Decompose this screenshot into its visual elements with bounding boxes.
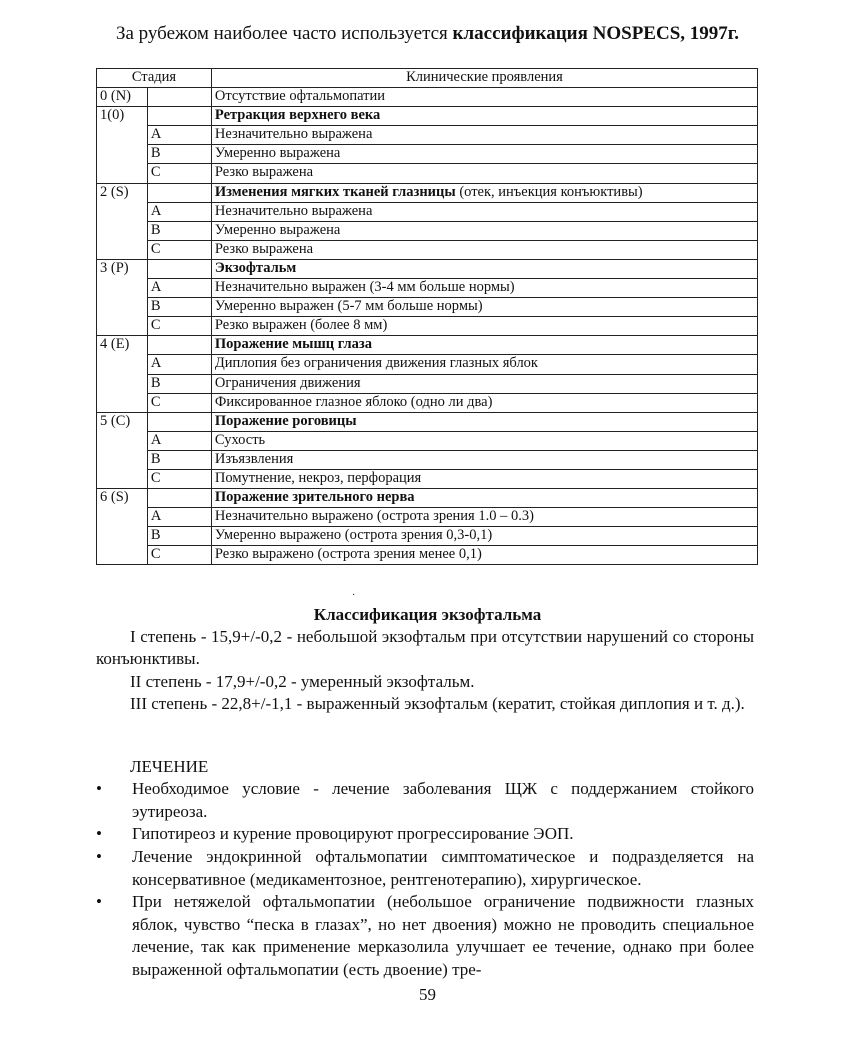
grade-letter: C xyxy=(147,240,211,259)
table-row xyxy=(97,221,758,240)
table-row xyxy=(97,450,758,469)
bullet-icon: • xyxy=(96,779,102,798)
grade-description: Умеренно выражен (5-7 мм больше нормы) xyxy=(211,298,757,317)
stage-code: 1(0) xyxy=(97,107,148,183)
heading-normal: За рубежом наиболее часто используется xyxy=(115,23,453,44)
table-row xyxy=(97,145,758,164)
stage-letter xyxy=(147,489,211,508)
stage-code: 2 (S) xyxy=(97,183,148,259)
stage-title: Поражение мышц глаза xyxy=(214,336,373,353)
nospecs-table xyxy=(96,68,758,565)
stage-code: 0 (N) xyxy=(97,88,148,107)
grade-description: Помутнение, некроз, перфорация xyxy=(211,469,757,488)
stage-title-cell xyxy=(211,183,757,202)
stage-title: Ретракция верхнего века xyxy=(214,107,381,124)
grade-description: Незначительно выражен (3-4 мм больше нормы) xyxy=(211,279,757,298)
grade-letter: B xyxy=(147,145,211,164)
table-header-row xyxy=(97,69,758,88)
exo-degree-3: III степень - 22,8+/-1,1 - выраженный экзофтальм (кератит, стойкая диплопия и т. д.). xyxy=(130,694,745,713)
grade-description: Умеренно выражена xyxy=(211,221,757,240)
stage-code: 3 (P) xyxy=(97,259,148,335)
table-row xyxy=(97,164,758,183)
grade-letter: C xyxy=(147,164,211,183)
table-row xyxy=(97,355,758,374)
grade-description: Незначительно выражена xyxy=(211,126,757,145)
list-item xyxy=(96,891,754,981)
grade-letter: A xyxy=(147,355,211,374)
grade-description: Умеренно выражена xyxy=(211,145,757,164)
stage-title-cell xyxy=(211,336,757,355)
table-row xyxy=(97,527,758,546)
grade-letter: C xyxy=(147,393,211,412)
header-stage: Стадия xyxy=(97,69,212,88)
stage-title: Поражение зрительного нерва xyxy=(214,489,415,506)
stage-title-cell xyxy=(211,412,757,431)
stage-title-cell xyxy=(211,489,757,508)
table-row xyxy=(97,298,758,317)
grade-description: Умеренно выражено (острота зрения 0,3-0,1) xyxy=(211,527,757,546)
grade-letter: C xyxy=(147,317,211,336)
stage-title: Поражение роговицы xyxy=(214,412,357,429)
grade-description: Сухость xyxy=(211,431,757,450)
grade-description: Ограничения движения xyxy=(211,374,757,393)
table-row xyxy=(97,469,758,488)
bullet-text: Гипотиреоз и курение провоцируют прогрессирование ЭОП. xyxy=(132,824,574,843)
bullet-text: При нетяжелой офтальмопатии (небольшое ограничение подвижности глазных яблок, чувство “песка в глазах”, но нет двоения) можно не проводить специальное лечение, так как применение мерказолила улучшает ее течение, однако при более выраженной офтальмопатии (есть двоение) тре- xyxy=(132,892,754,979)
table-row xyxy=(97,202,758,221)
list-item xyxy=(96,846,754,891)
grade-description: Незначительно выражено (острота зрения 1.0 – 0.3) xyxy=(211,508,757,527)
stray-dot: · xyxy=(352,590,356,601)
bullet-text: Лечение эндокринной офтальмопатии симптоматическое и подразделяется на консервативное (медикаментозное, рентгенотерапию), хирургическое. xyxy=(132,847,754,889)
table-row xyxy=(97,508,758,527)
page-heading xyxy=(0,22,855,46)
table-row xyxy=(97,126,758,145)
table-row xyxy=(97,374,758,393)
stage-letter xyxy=(147,336,211,355)
grade-letter: A xyxy=(147,279,211,298)
grade-letter: B xyxy=(147,221,211,240)
stage-title-cell xyxy=(211,259,757,278)
treatment-heading: ЛЕЧЕНИЕ xyxy=(130,757,209,776)
grade-letter: A xyxy=(147,126,211,145)
grade-letter: B xyxy=(147,298,211,317)
grade-letter: A xyxy=(147,431,211,450)
grade-description: Резко выражена xyxy=(211,240,757,259)
bullet-text: Необходимое условие - лечение заболевания ЩЖ с поддержанием стойкого эутиреоза. xyxy=(132,779,754,821)
list-item xyxy=(96,823,754,846)
stage-letter xyxy=(147,107,211,126)
page-number: 59 xyxy=(419,985,436,1004)
stage-code: 5 (C) xyxy=(97,412,148,488)
bullet-icon: • xyxy=(96,892,102,911)
grade-description: Изъязвления xyxy=(211,450,757,469)
table-row xyxy=(97,107,758,126)
list-item xyxy=(96,778,754,823)
table-row xyxy=(97,240,758,259)
grade-description: Резко выражено (острота зрения менее 0,1) xyxy=(211,546,757,565)
table-row xyxy=(97,489,758,508)
table-row xyxy=(97,412,758,431)
grade-description: Незначительно выражена xyxy=(211,202,757,221)
stage-code: 6 (S) xyxy=(97,489,148,565)
stage-letter xyxy=(147,412,211,431)
stage-letter xyxy=(147,88,211,107)
grade-letter: B xyxy=(147,450,211,469)
table-row xyxy=(97,317,758,336)
stage-title: Изменения мягких тканей глазницы xyxy=(214,183,456,200)
grade-letter: B xyxy=(147,527,211,546)
stage-title-extra: (отек, инъекция конъюктивы) xyxy=(455,183,643,200)
table-row xyxy=(97,546,758,565)
exo-degree-1: I степень - 15,9+/-0,2 - небольшой экзофтальм при отсутствии нарушений со стороны конъюнктивы. xyxy=(96,627,754,668)
grade-letter: C xyxy=(147,546,211,565)
table-row xyxy=(97,183,758,202)
header-manifestations: Клинические проявления xyxy=(211,69,757,88)
table-row xyxy=(97,336,758,355)
stage-title-cell xyxy=(211,107,757,126)
bullet-icon: • xyxy=(96,847,102,866)
grade-description: Резко выражен (более 8 мм) xyxy=(211,317,757,336)
stage-letter xyxy=(147,259,211,278)
grade-letter: C xyxy=(147,469,211,488)
grade-description: Диплопия без ограничения движения глазных яблок xyxy=(211,355,757,374)
stage-title: Экзофтальм xyxy=(214,259,297,276)
grade-description: Фиксированное глазное яблоко (одно ли два) xyxy=(211,393,757,412)
grade-letter: A xyxy=(147,508,211,527)
exophthalmos-title: Классификация экзофтальма xyxy=(313,605,542,624)
grade-description: Резко выражена xyxy=(211,164,757,183)
heading-bold: классификация NOSPECS, 1997г. xyxy=(452,23,739,44)
bullet-icon: • xyxy=(96,824,102,843)
stage-letter xyxy=(147,183,211,202)
stage-code: 4 (E) xyxy=(97,336,148,412)
grade-letter: B xyxy=(147,374,211,393)
exo-degree-2: II степень - 17,9+/-0,2 - умеренный экзофтальм. xyxy=(130,672,475,691)
table-row xyxy=(97,259,758,278)
table-row xyxy=(97,88,758,107)
table-row xyxy=(97,393,758,412)
stage-description: Отсутствие офтальмопатии xyxy=(211,88,757,107)
table-row xyxy=(97,279,758,298)
table-row xyxy=(97,431,758,450)
grade-letter: A xyxy=(147,202,211,221)
